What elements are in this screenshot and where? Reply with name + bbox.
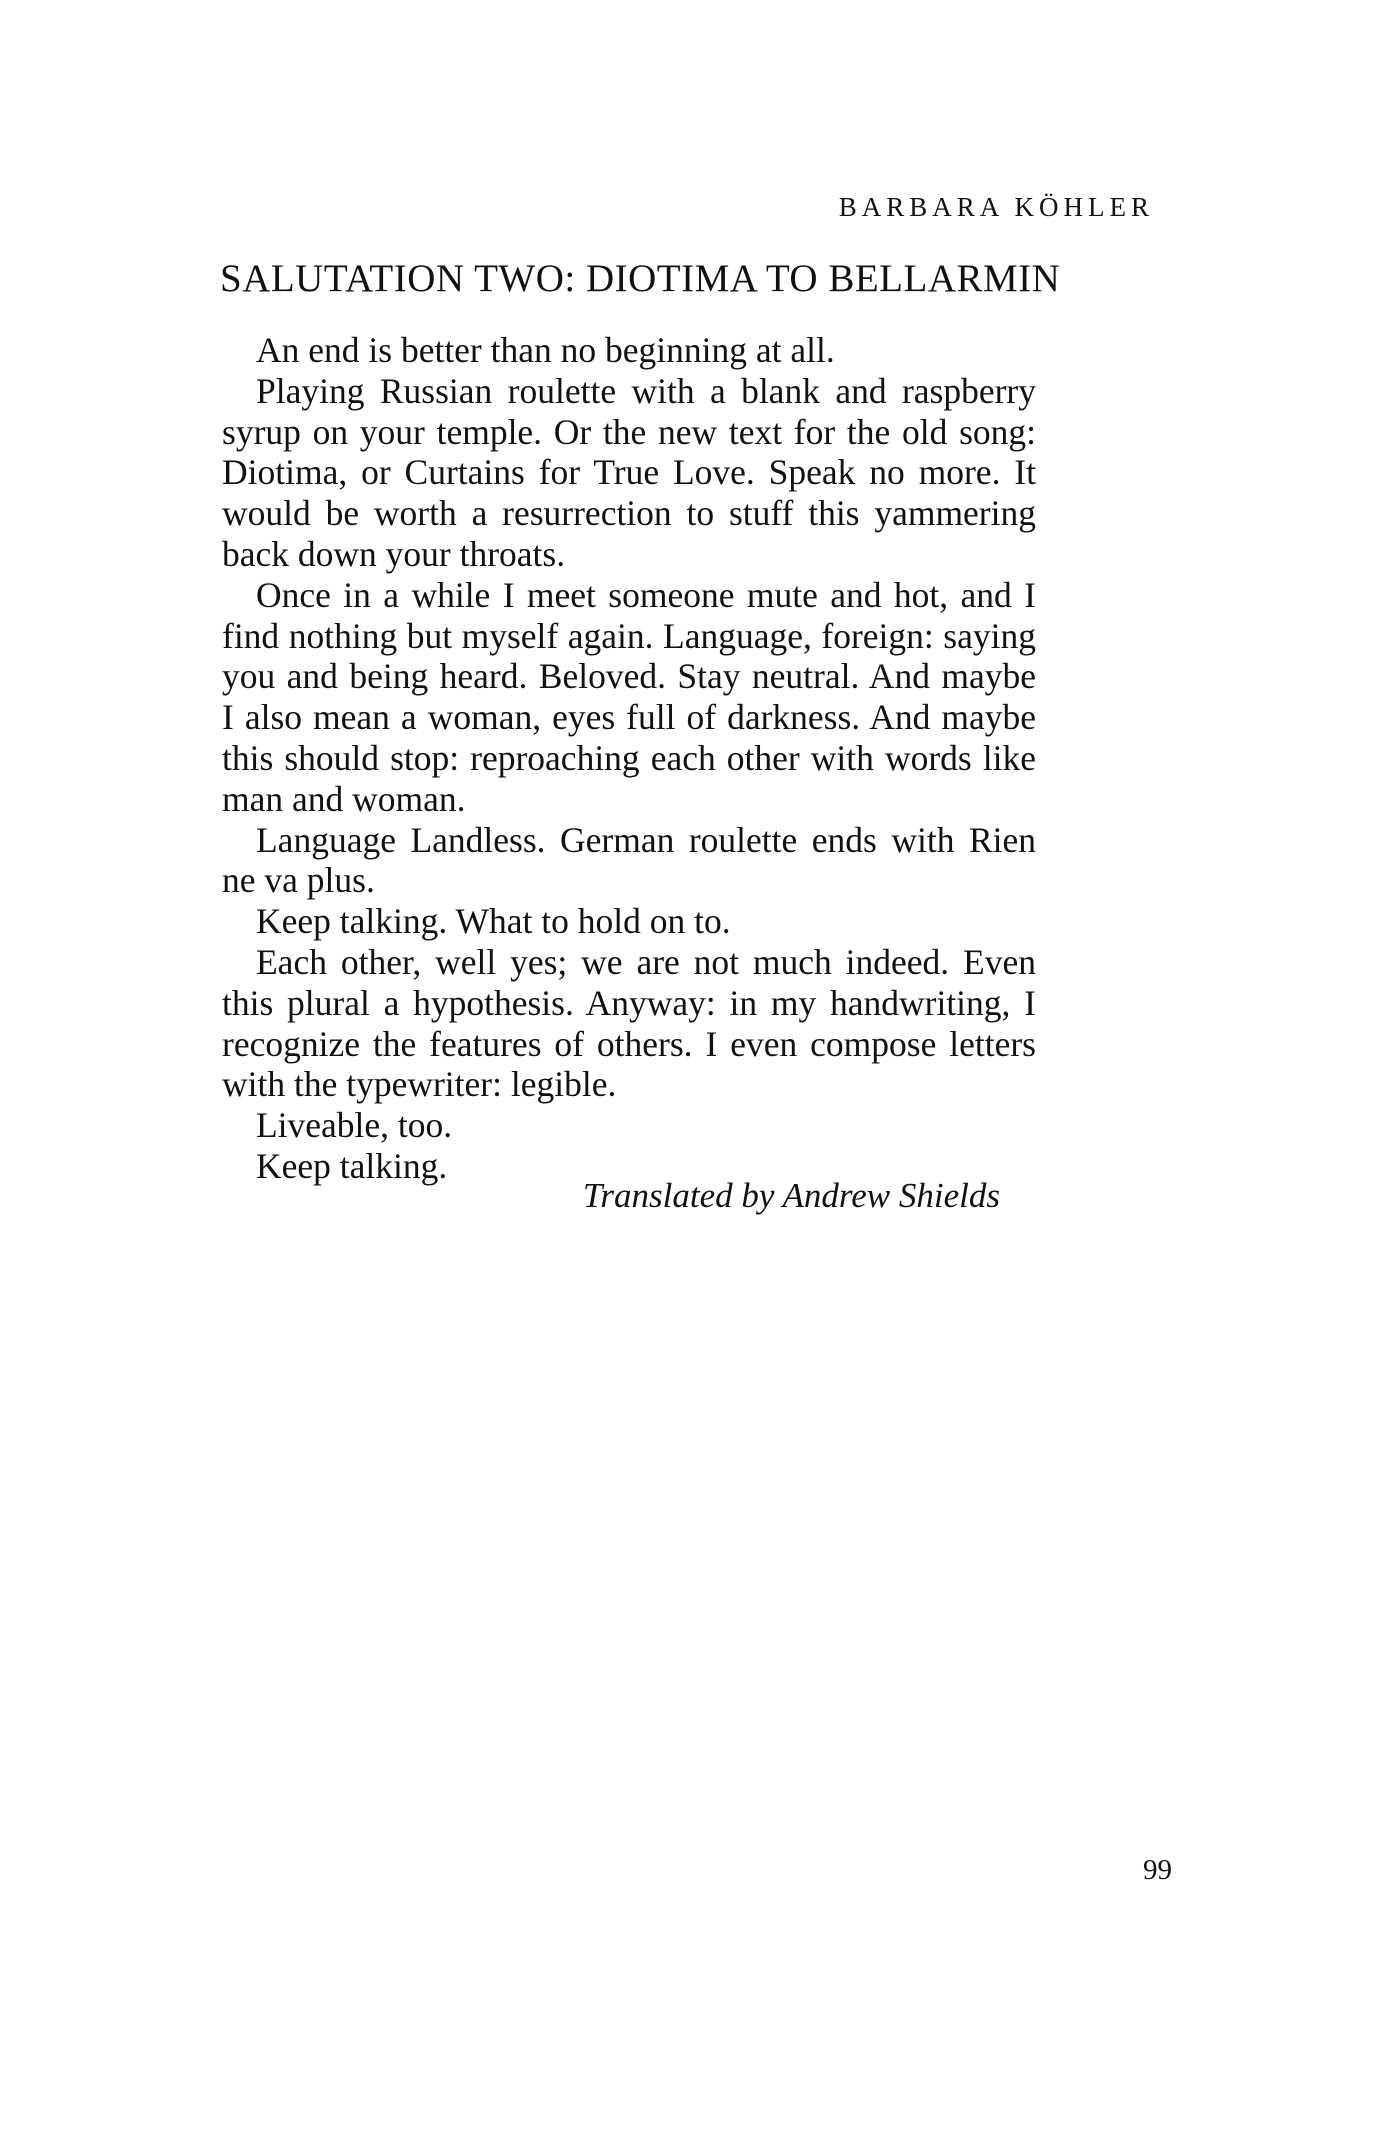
poem-stanza: Keep talking. What to hold on to. [256,901,731,942]
poem-stanza: Liveable, too. [256,1105,453,1146]
page-number: 99 [1143,1854,1172,1886]
poem-stanza: Once in a while I meet someone mute and hot, and I find nothing but myself again. Language, foreign: saying you and being heard. Beloved. Stay neutral. And maybe I also mean a woman, eyes full of darkness. And maybe this should stop: reproaching each other with words like man and woman. [222,574,1036,819]
poem-stanza: Keep talking. [256,1145,448,1186]
poem-stanza: Playing Russian roulette with a blank and raspberry syrup on your temple. Or the new text for the old song: Diotima, or Curtains for True Love. Speak no more. It would be worth a resurrection to stuff this yammering back down your throats. [222,370,1036,574]
poem-stanza: An end is better than no beginning at all. [256,330,835,370]
poem-body [222,330,1036,1187]
poem-stanza: Each other, well yes; we are not much indeed. Even this plural a hypothesis. Anyway: in my handwriting, I recognize the features of others. I even compose letters with the typewriter: legible. [222,941,1036,1105]
translator-credit: Translated by Andrew Shields [582,1176,1000,1215]
running-head-author: BARBARA KÖHLER [838,192,1154,222]
poem-title: SALUTATION TWO: DIOTIMA TO BELLARMIN [220,257,1061,300]
poem-stanza: Language Landless. German roulette ends with Rien ne va plus. [222,819,1036,901]
